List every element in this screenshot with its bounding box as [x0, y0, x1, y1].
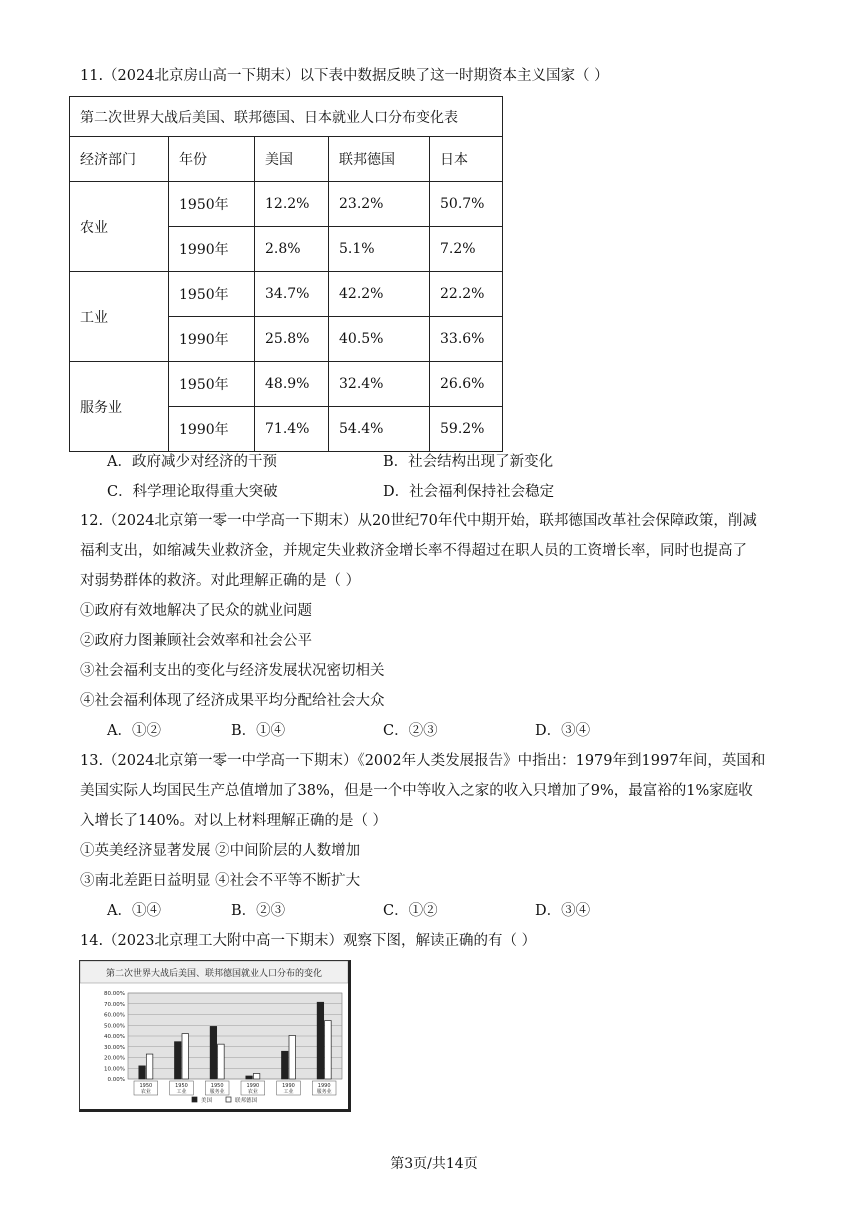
table-cell: 40.5%: [329, 317, 430, 362]
employment-bar-chart: [79, 960, 351, 1112]
x-tick-label: 服务业: [209, 1089, 225, 1095]
table-row: [70, 362, 503, 407]
y-tick-label: 50.00%: [104, 1023, 125, 1030]
bar-usa: [210, 1026, 217, 1079]
table-cell: 1950年: [169, 182, 255, 227]
chart-svg: [80, 961, 348, 1109]
x-tick-label: 1990: [282, 1083, 295, 1089]
table-cell: 48.9%: [255, 362, 329, 407]
q12-option-d: D．③④: [535, 723, 591, 739]
q12-statement: ②政府力图兼顾社会效率和社会公平: [80, 633, 312, 649]
q12-option-a: A．①②: [107, 723, 161, 739]
q14-stem: 14.（2023北京理工大附中高一下期末）观察下图，解读正确的有（ ）: [80, 933, 537, 949]
q13-statements: ③南北差距日益明显 ④社会不平等不断扩大: [80, 873, 361, 889]
table-cell: 34.7%: [255, 272, 329, 317]
legend-label: 美国: [201, 1098, 213, 1104]
q13-option-a: A．①④: [107, 903, 161, 919]
y-tick-label: 80.00%: [104, 991, 125, 997]
x-tick-label: 1950: [175, 1083, 188, 1089]
q13-stem-line: 13.（2024北京第一零一中学高一下期末）《2002年人类发展报告》中指出：1979年到1997年间，英国和: [80, 753, 766, 769]
table-cell: 1950年: [169, 272, 255, 317]
q13-stem-line: 入增长了140%。对以上材料理解正确的是（ ）: [80, 813, 388, 829]
table-cell: 1990年: [169, 317, 255, 362]
sector-cell: 工业: [70, 272, 169, 362]
bar-usa: [317, 1002, 324, 1079]
q11-stem: 11.（2024北京房山高一下期末）以下表中数据反映了这一时期资本主义国家（ ）: [80, 68, 609, 84]
q12-option-c: C．②③: [383, 723, 438, 739]
q11-option-d: D．社会福利保持社会稳定: [383, 484, 555, 500]
table-row: [70, 182, 503, 227]
q13-option-b: B．②③: [231, 903, 286, 919]
q12-option-b: B．①④: [231, 723, 286, 739]
bar-usa: [175, 1042, 182, 1079]
table-cell: 25.8%: [255, 317, 329, 362]
employment-table: [69, 96, 503, 452]
table-header: 年份: [169, 137, 255, 182]
q12-stem-line: 对弱势群体的救济。对此理解正确的是（ ）: [80, 573, 361, 589]
y-tick-label: 60.00%: [104, 1012, 125, 1019]
x-tick-label: 1950: [210, 1083, 224, 1089]
bar-usa: [282, 1051, 289, 1079]
y-tick-label: 30.00%: [104, 1044, 125, 1051]
table-header: 美国: [255, 137, 329, 182]
table-cell: 71.4%: [255, 407, 329, 452]
table-cell: 22.2%: [430, 272, 503, 317]
sector-cell: 服务业: [70, 362, 169, 452]
table-cell: 5.1%: [329, 227, 430, 272]
q13-statements: ①英美经济显著发展 ②中间阶层的人数增加: [80, 843, 361, 859]
chart-title: 第二次世界大战后美国、联邦德国就业人口分布的变化: [105, 969, 323, 979]
q13-stem-line: 美国实际人均国民生产总值增加了38%，但是一个中等收入之家的收入只增加了9%，最富裕的1%家庭收: [80, 783, 753, 799]
table-header: 日本: [430, 137, 503, 182]
legend-swatch: [226, 1097, 231, 1102]
table-cell: 50.7%: [430, 182, 503, 227]
table-cell: 33.6%: [430, 317, 503, 362]
x-tick-label: 1950: [139, 1083, 153, 1089]
x-tick-label: 农业: [247, 1089, 258, 1095]
q11-option-b: B．社会结构出现了新变化: [383, 454, 554, 470]
table-cell: 23.2%: [329, 182, 430, 227]
x-tick-label: 1990: [317, 1083, 331, 1089]
sector-cell: 农业: [70, 182, 169, 272]
y-tick-label: 0.00%: [107, 1077, 125, 1083]
x-tick-label: 服务业: [316, 1089, 332, 1095]
page-footer: 第3页/共14页: [390, 1156, 478, 1172]
table-row: [70, 272, 503, 317]
table-cell: 42.2%: [329, 272, 430, 317]
q12-stem-line: 福利支出，如缩减失业救济金，并规定失业救济金增长率不得超过在职人员的工资增长率，同时也提高了: [80, 543, 747, 559]
bar-west-germany: [253, 1074, 259, 1079]
y-tick-label: 20.00%: [104, 1055, 125, 1062]
x-tick-label: 工业: [176, 1089, 187, 1095]
table-cell: 26.6%: [430, 362, 503, 407]
table-cell: 7.2%: [430, 227, 503, 272]
table-cell: 2.8%: [255, 227, 329, 272]
table-title: 第二次世界大战后美国、联邦德国、日本就业人口分布变化表: [70, 97, 503, 137]
bar-west-germany: [182, 1034, 189, 1079]
q12-statement: ①政府有效地解决了民众的就业问题: [80, 603, 312, 619]
q12-statement: ③社会福利支出的变化与经济发展状况密切相关: [80, 663, 385, 679]
bar-west-germany: [289, 1035, 296, 1079]
bar-west-germany: [146, 1054, 153, 1079]
x-tick-label: 1990: [246, 1083, 260, 1089]
y-tick-label: 70.00%: [104, 1001, 125, 1008]
bar-usa: [246, 1076, 253, 1079]
x-tick-label: 农业: [140, 1089, 151, 1095]
q11-option-c: C．科学理论取得重大突破: [107, 484, 278, 500]
q13-option-c: C．①②: [383, 903, 438, 919]
q12-statement: ④社会福利体现了经济成果平均分配给社会大众: [80, 693, 385, 709]
table-header: 经济部门: [70, 137, 169, 182]
q12-stem-line: 12.（2024北京第一零一中学高一下期末）从20世纪70年代中期开始，联邦德国改革社会保障政策，削减: [80, 513, 757, 529]
legend-label: 联邦德国: [235, 1098, 258, 1104]
table-cell: 32.4%: [329, 362, 430, 407]
y-tick-label: 10.00%: [104, 1066, 125, 1073]
table-cell: 54.4%: [329, 407, 430, 452]
y-tick-label: 40.00%: [104, 1034, 125, 1040]
table-cell: 12.2%: [255, 182, 329, 227]
table-header-row: [70, 137, 503, 182]
q11-option-a: A．政府减少对经济的干预: [107, 454, 277, 470]
q13-option-d: D．③④: [535, 903, 591, 919]
x-tick-label: 工业: [283, 1089, 294, 1095]
bar-west-germany: [325, 1021, 332, 1079]
table-header: 联邦德国: [329, 137, 430, 182]
table-cell: 1990年: [169, 407, 255, 452]
bar-west-germany: [218, 1044, 225, 1079]
bar-usa: [139, 1066, 146, 1079]
table-cell: 1990年: [169, 227, 255, 272]
table-cell: 59.2%: [430, 407, 503, 452]
legend-swatch: [192, 1097, 197, 1102]
table-cell: 1950年: [169, 362, 255, 407]
